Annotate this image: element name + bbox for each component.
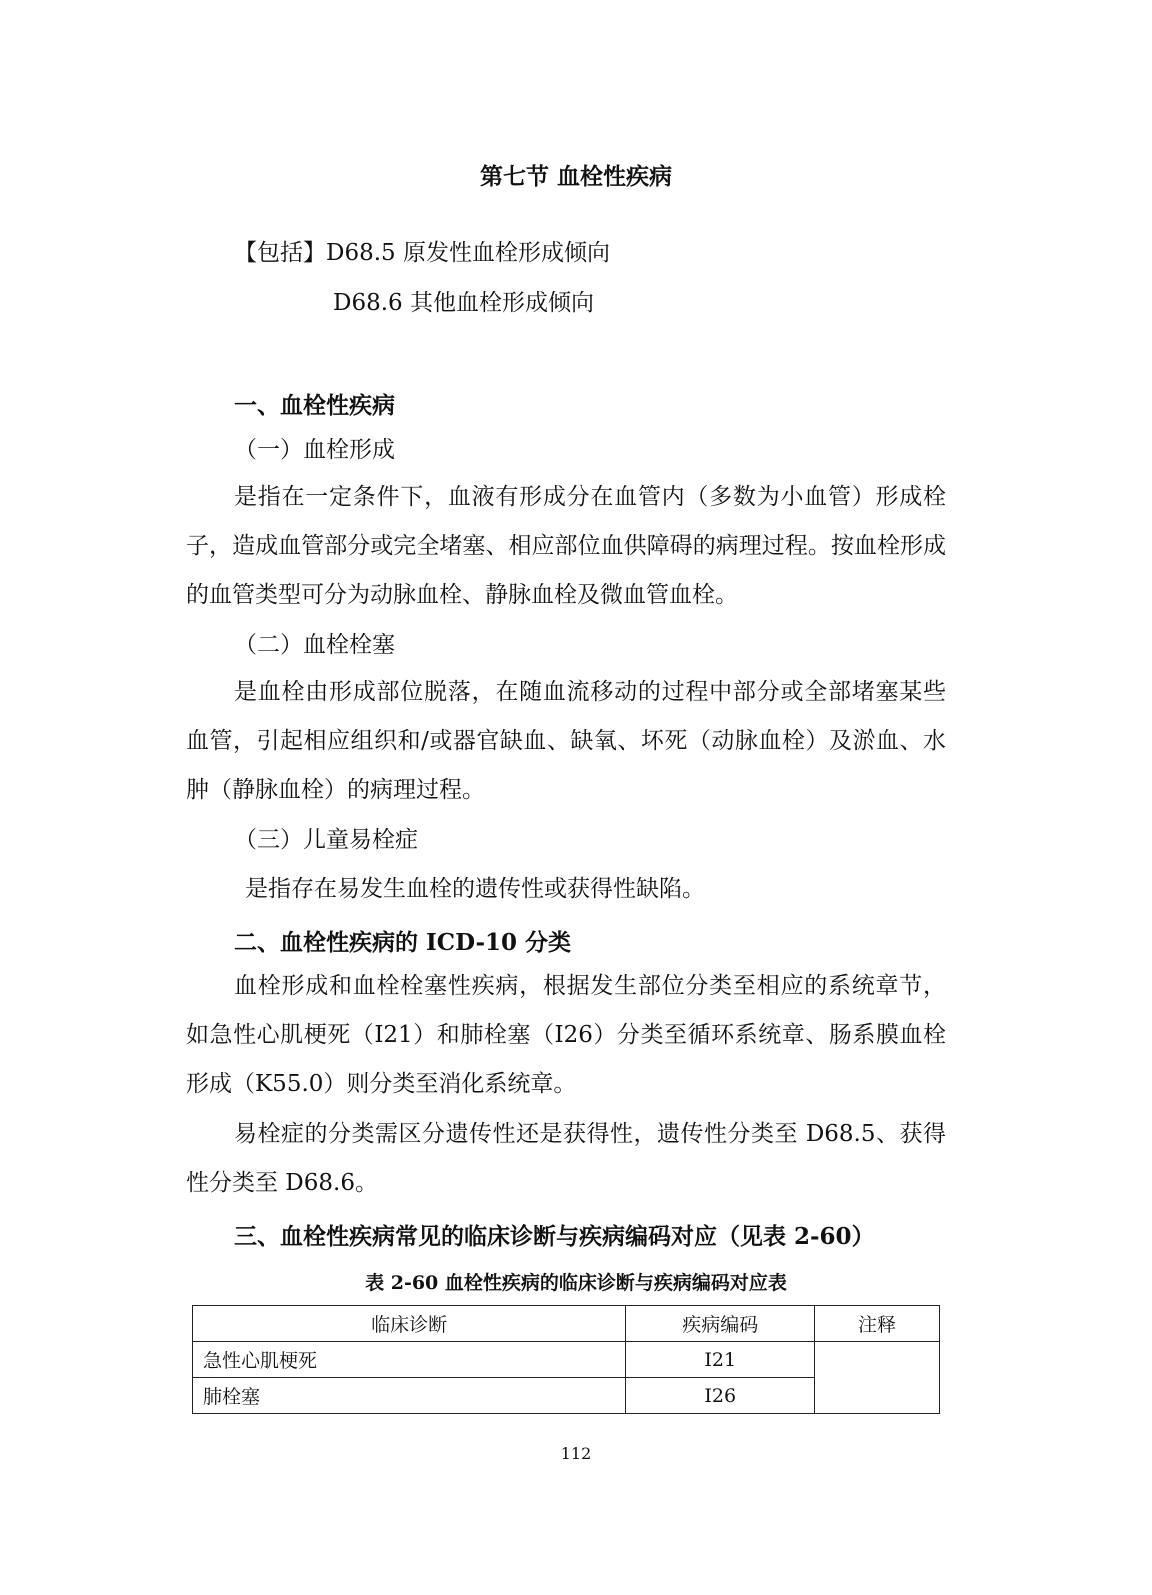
include-prefix: 【包括】 bbox=[234, 240, 326, 266]
table-caption: 表 2-60 血栓性疾病的临床诊断与疾病编码对应表 bbox=[365, 1272, 787, 1294]
section-title: 第七节 血栓性疾病 bbox=[479, 163, 672, 190]
page-number: 112 bbox=[560, 1444, 592, 1463]
header-diagnosis: 临床诊断 bbox=[193, 1306, 626, 1342]
subheading-3: （三）儿童易栓症 bbox=[234, 827, 418, 853]
paragraph-thrombosis: 是指在一定条件下，血液有形成分在血管内（多数为小血管）形成栓子，造成血管部分或完全堵塞、相应部位血供障碍的病理过程。按血栓形成的血管类型可分为动脉血栓、静脉血栓及微血管血栓。 bbox=[186, 484, 946, 608]
heading-1: 一、血栓性疾病 bbox=[234, 392, 395, 419]
header-notes: 注释 bbox=[815, 1306, 940, 1342]
table-header-row bbox=[193, 1306, 940, 1342]
cell-code: I26 bbox=[626, 1378, 815, 1414]
include-line-2: D68.6 其他血栓形成倾向 bbox=[333, 290, 594, 316]
table-row bbox=[193, 1342, 940, 1378]
paragraph-thrombophilia-classification: 易栓症的分类需区分遗传性还是获得性，遗传性分类至 D68.5、获得性分类至 D68.6。 bbox=[186, 1121, 946, 1196]
paragraph-thrombophilia: 是指存在易发生血栓的遗传性或获得性缺陷。 bbox=[245, 876, 705, 902]
paragraph-embolism: 是血栓由形成部位脱落，在随血流移动的过程中部分或全部堵塞某些血管，引起相应组织和/或器官缺血、缺氧、坏死（动脉血栓）及淤血、水肿（静脉血栓）的病理过程。 bbox=[186, 679, 946, 803]
subheading-2: （二）血栓栓塞 bbox=[234, 632, 395, 658]
diagnosis-code-table bbox=[192, 1305, 940, 1414]
subheading-1: （一）血栓形成 bbox=[234, 437, 395, 463]
paragraph-icd-classification: 血栓形成和血栓栓塞性疾病，根据发生部位分类至相应的系统章节，如急性心肌梗死（I21）和肺栓塞（I26）分类至循环系统章、肠系膜血栓形成（K55.0）则分类至消化系统章。 bbox=[186, 973, 946, 1097]
cell-code: I21 bbox=[626, 1342, 815, 1378]
heading-3: 三、血栓性疾病常见的临床诊断与疾病编码对应（见表 2-60） bbox=[234, 1223, 875, 1250]
header-code: 疾病编码 bbox=[626, 1306, 815, 1342]
cell-notes bbox=[815, 1342, 940, 1414]
include-line-1 bbox=[234, 240, 610, 266]
include-code-d68-5: D68.5 原发性血栓形成倾向 bbox=[326, 240, 610, 266]
cell-diagnosis: 肺栓塞 bbox=[193, 1378, 626, 1414]
heading-2: 二、血栓性疾病的 ICD-10 分类 bbox=[234, 929, 572, 956]
cell-diagnosis: 急性心肌梗死 bbox=[193, 1342, 626, 1378]
